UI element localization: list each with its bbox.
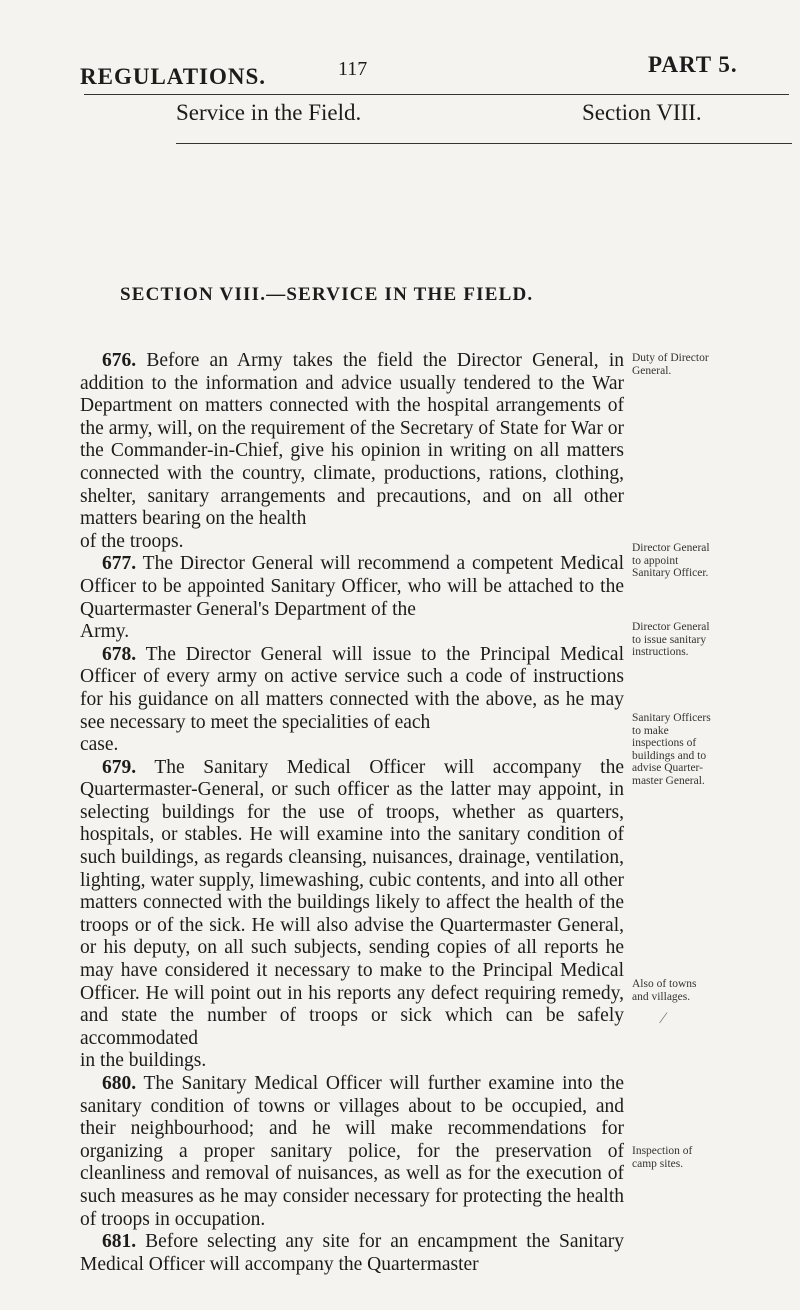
paragraph-number: 677.	[102, 553, 137, 575]
paragraph-tail: in the buildings.	[80, 1050, 207, 1072]
paragraph-678	[80, 644, 624, 757]
margin-note-677: Director General to appoint Sanitary Officer.	[632, 542, 710, 579]
paragraph-677	[80, 553, 624, 643]
paragraph-text: Before selecting any site for an encampment the Sanitary Medical Officer will accompany the Quartermaster	[80, 1231, 624, 1275]
paragraph-text: Before an Army takes the field the Director General, in addition to the information and advice usually tendered to the War Department on matters connected with the hospital arrangements of the army, will, on the requirement of the Secretary of State for War or the Commander-in-Chief, give his opinion in writing on all matters connected with the country, climate, productions, rations, clothing, shelter, sanitary arrangements and precautions, and on all other matters bearing on the health	[80, 350, 624, 530]
running-header-left: REGULATIONS.	[80, 64, 267, 89]
body-text	[80, 350, 624, 1276]
margin-note-676: Duty of Director General.	[632, 352, 709, 377]
margin-note-681: Inspection of camp sites.	[632, 1145, 693, 1170]
section-title: SECTION VIII.—SERVICE IN THE FIELD.	[120, 284, 534, 305]
margin-note-678: Director General to issue sanitary instructions.	[632, 621, 710, 658]
paragraph-number: 680.	[102, 1073, 137, 1094]
paragraph-680	[80, 1073, 624, 1231]
paragraph-tail: of the troops.	[80, 530, 184, 552]
paragraph-text: The Sanitary Medical Officer will accompany the Quartermaster-General, or such officer as the latter may appoint, in selecting buildings for the use of troops, whether as quarters, hospitals, or stables. He will examine into the sanitary condition of such buildings, as regards cleansing, nuisances, drainage, ventilation, lighting, water supply, limewashing, cubic contents, and into all other matters connected with the buildings likely to affect the health of the troops or of the sick. He will also advise the Quartermaster General, or his deputy, on all such subjects, sending copies of all reports he may have considered it necessary to make to the Principal Medical Officer. He will point out in his reports any defect requiring remedy, and state the number of troops or sick which can be safely accommodated	[80, 756, 624, 1049]
paragraph-679	[80, 757, 624, 1073]
paragraph-text: The Sanitary Medical Officer will further examine into the sanitary condition of towns or villages about to be occupied, and their neighbourhood; and he will make recommendations for organizing a proper sanitary police, for the preservation of cleanliness and removal of nuisances, as well as for the execution of such measures as he may consider necessary for protecting the health of troops in occupation.	[80, 1073, 624, 1230]
paragraph-tail: Army.	[80, 621, 130, 643]
paragraph-681	[80, 1231, 624, 1276]
margin-note-679: Sanitary Officers to make inspections of buildings and to advise Quarter-master General.	[632, 712, 711, 787]
paragraph-number: 676.	[102, 350, 137, 371]
subheader-left: Service in the Field.	[176, 100, 362, 125]
pencil-mark-icon: ⁄	[662, 1010, 665, 1027]
margin-note-680: Also of towns and villages.	[632, 978, 697, 1003]
paragraph-number: 678.	[102, 643, 137, 665]
paragraph-number: 679.	[102, 756, 137, 778]
paragraph-text: The Director General will recommend a competent Medical Officer to be appointed Sanitary Officer, who will be attached to the Quartermaster General's Department of the	[80, 553, 624, 620]
paragraph-tail: case.	[80, 734, 119, 756]
paragraph-number: 681.	[102, 1231, 137, 1253]
running-header-right: PART 5.	[648, 52, 738, 77]
subheader-rule	[176, 143, 792, 144]
paragraph-text: The Director General will issue to the Principal Medical Officer of every army on active service such a code of instructions for his guidance on all matters connected with the above, as he may see necessary to meet the specialities of each	[80, 643, 624, 733]
page-number: 117	[338, 58, 368, 80]
subheader-right: Section VIII.	[582, 100, 702, 125]
header-rule	[84, 94, 789, 95]
paragraph-676	[80, 350, 624, 553]
